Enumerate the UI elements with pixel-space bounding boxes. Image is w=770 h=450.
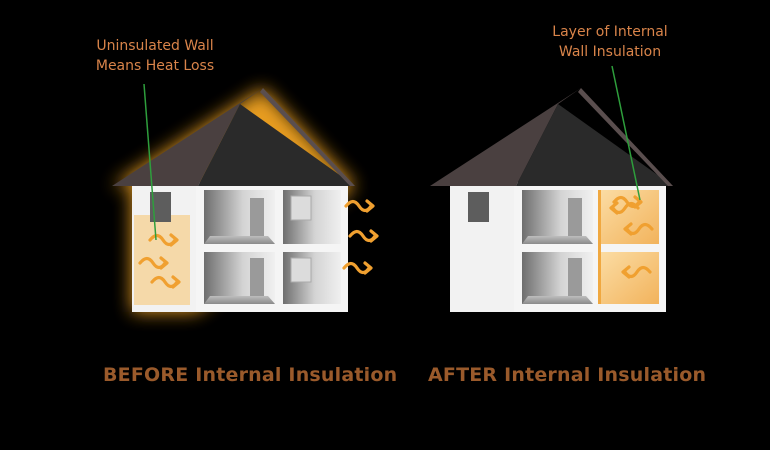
annotation-before-line2: Means Heat Loss — [95, 58, 215, 74]
heat-arrow-icon — [350, 231, 377, 241]
annotation-after-line1: Layer of Internal — [552, 24, 668, 40]
before-house — [112, 84, 377, 312]
caption-before: BEFORE Internal Insulation — [103, 364, 398, 386]
insulation-layer — [598, 190, 601, 304]
annotation-after — [525, 22, 695, 62]
heat-arrow-icon — [346, 201, 373, 211]
room-upper-left — [522, 190, 593, 244]
window-lower-right — [291, 258, 311, 282]
annotation-after-line2: Wall Insulation — [558, 44, 662, 60]
room-upper-left — [204, 190, 275, 244]
window-upper-right — [291, 196, 311, 220]
after-house — [430, 66, 673, 312]
door-upper — [568, 198, 582, 236]
annotation-before-line1: Uninsulated Wall — [96, 38, 214, 54]
annotation-before — [70, 36, 240, 76]
floor-upper — [204, 236, 275, 244]
door-lower — [250, 258, 264, 296]
floor-lower — [522, 296, 593, 304]
side-window — [468, 192, 489, 222]
floor-upper — [522, 236, 593, 244]
caption-after: AFTER Internal Insulation — [428, 364, 707, 386]
room-upper-right-insulated — [601, 190, 659, 244]
door-upper — [250, 198, 264, 236]
floor-lower — [204, 296, 275, 304]
heat-arrow-icon — [344, 263, 371, 273]
door-lower — [568, 258, 582, 296]
